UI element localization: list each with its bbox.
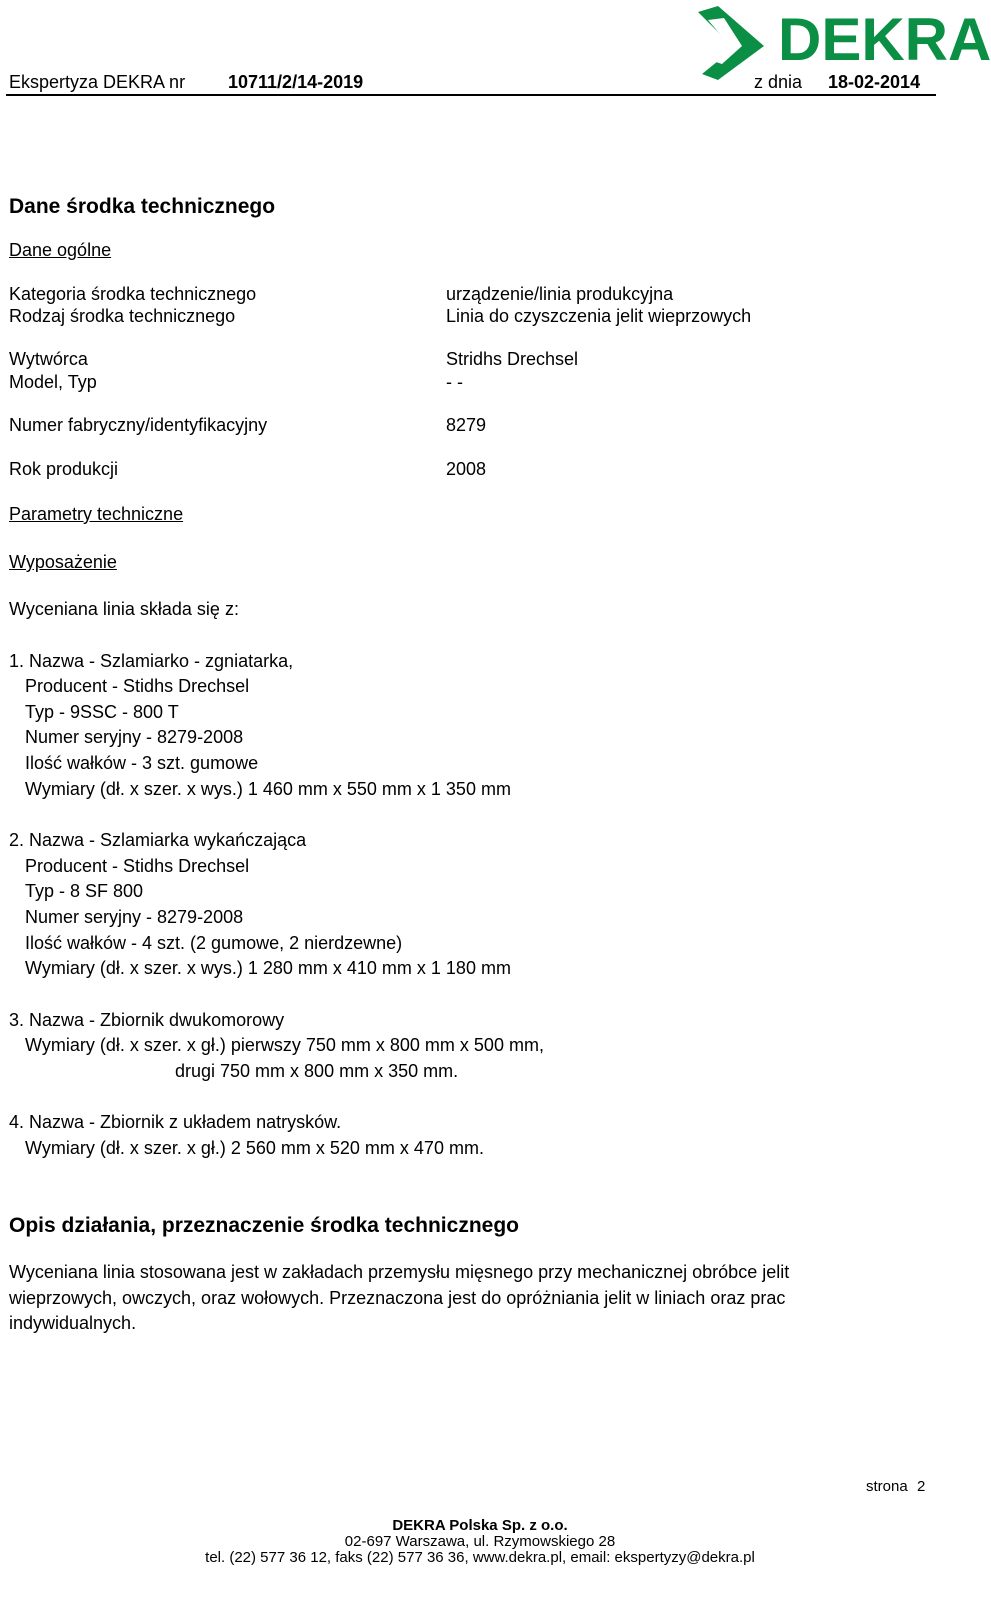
field-label: Rok produkcji <box>9 459 119 479</box>
equipment-item-line: Typ - 8 SF 800 <box>25 881 144 901</box>
field-value: 8279 <box>446 415 487 435</box>
equipment-item-line: Wymiary (dł. x szer. x wys.) 1 280 mm x 410 mm x 1 180 mm <box>25 958 511 978</box>
field-value: Linia do czyszczenia jelit wieprzowych <box>446 306 752 326</box>
field-value: Stridhs Drechsel <box>446 349 579 369</box>
footer-company: DEKRA Polska Sp. z o.o. <box>392 1517 568 1534</box>
equipment-item-line: 4. Nazwa - Zbiornik z układem natrysków. <box>9 1112 342 1132</box>
description-line: wieprzowych, owczych, oraz wołowych. Przeznaczona jest do opróżniania jelit w liniach oraz prac <box>9 1288 786 1308</box>
equipment-item-line: Ilość wałków - 3 szt. gumowe <box>25 753 259 773</box>
params-heading: Parametry techniczne <box>9 504 184 524</box>
field-label: Rodzaj środka technicznego <box>9 306 236 326</box>
general-data-heading: Dane ogólne <box>9 240 112 260</box>
field-value: urządzenie/linia produkcyjna <box>446 284 674 304</box>
equipment-item-line: Wymiary (dł. x szer. x gł.) pierwszy 750 mm x 800 mm x 500 mm, <box>25 1035 544 1055</box>
equipment-item-line: Wymiary (dł. x szer. x gł.) 2 560 mm x 520 mm x 470 mm. <box>25 1138 484 1158</box>
field-label: Numer fabryczny/identyfikacyjny <box>9 415 268 435</box>
report-date: 18-02-2014 <box>828 72 921 92</box>
field-label: Model, Typ <box>9 372 97 392</box>
header-label: Ekspertyza DEKRA nr <box>9 72 186 92</box>
field-label: Kategoria środka technicznego <box>9 284 257 304</box>
equipment-item-line: Numer seryjny - 8279-2008 <box>25 727 244 747</box>
equipment-item-line: Producent - Stidhs Drechsel <box>25 676 250 696</box>
equipment-item-line: Producent - Stidhs Drechsel <box>25 856 250 876</box>
description-line: indywidualnych. <box>9 1313 137 1333</box>
equipment-item-line: Wymiary (dł. x szer. x wys.) 1 460 mm x 550 mm x 1 350 mm <box>25 779 511 799</box>
equipment-item-line: 1. Nazwa - Szlamiarko - zgniatarka, <box>9 651 294 671</box>
dekra-brand: DEKRA <box>778 6 991 73</box>
field-value: 2008 <box>446 459 487 479</box>
section-title-description: Opis działania, przeznaczenie środka technicznego <box>9 1214 519 1237</box>
report-number: 10711/2/14-2019 <box>228 72 364 92</box>
date-label: z dnia <box>754 72 803 92</box>
footer-address: 02-697 Warszawa, ul. Rzymowskiego 28 <box>344 1533 616 1550</box>
equipment-item-line: Ilość wałków - 4 szt. (2 gumowe, 2 nierdzewne) <box>25 933 403 953</box>
equipment-item-line: drugi 750 mm x 800 mm x 350 mm. <box>175 1061 459 1081</box>
description-line: Wyceniana linia stosowana jest w zakładach przemysłu mięsnego przy mechanicznej obróbce jelit <box>9 1262 790 1282</box>
header-divider <box>6 94 936 96</box>
equipment-heading: Wyposażenie <box>9 552 117 572</box>
equipment-item-line: 2. Nazwa - Szlamiarka wykańczająca <box>9 830 307 850</box>
equipment-item-line: Numer seryjny - 8279-2008 <box>25 907 244 927</box>
section-title-data: Dane środka technicznego <box>9 195 276 218</box>
page-label: strona <box>866 1478 908 1495</box>
page-number: 2 <box>917 1478 926 1495</box>
field-label: Wytwórca <box>9 349 88 369</box>
equipment-item-line: Typ - 9SSC - 800 T <box>25 702 179 722</box>
field-value: - - <box>446 372 463 392</box>
footer-contact: tel. (22) 577 36 12, faks (22) 577 36 36, www.dekra.pl, email: ekspertyzy@dekra.pl <box>205 1549 755 1566</box>
equipment-item-line: 3. Nazwa - Zbiornik dwukomorowy <box>9 1010 285 1030</box>
equipment-intro: Wyceniana linia składa się z: <box>9 599 239 619</box>
